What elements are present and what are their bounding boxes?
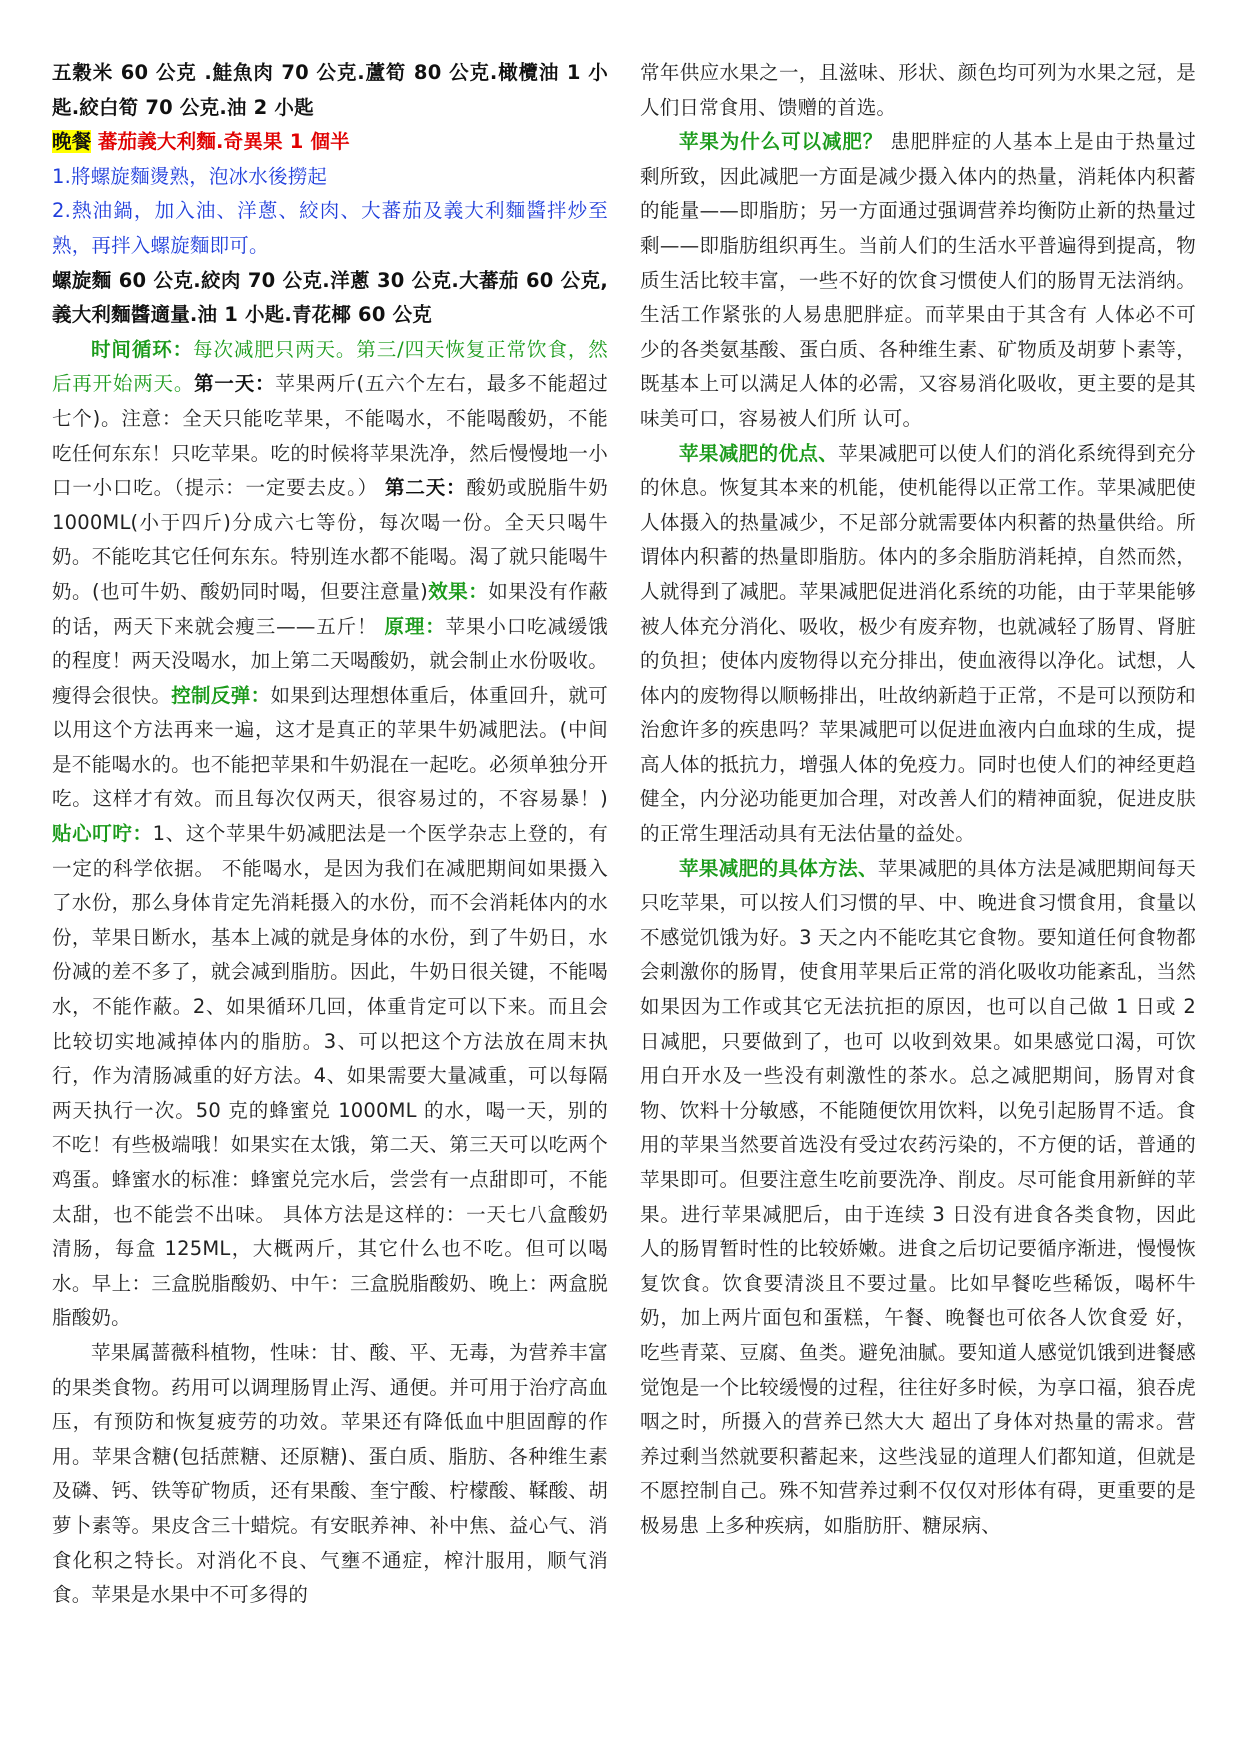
- principle-text: 苹果小口吃减缓饿的程度！两天没喝水，加上第二天喝酸奶，就会制止水份吸收。瘦得会很快。: [52, 614, 608, 707]
- merit-paragraph: [640, 437, 1196, 852]
- tips-label: 贴心叮咛：: [52, 822, 153, 846]
- tips-text: 1、这个苹果牛奶减肥法是一个医学杂志上登的，有一定的科学依据。 不能喝水，是因为我们在减肥期间如果摄入了水份，那么身体肯定先消耗摄入的水份，而不会消耗体内的水份，苹果日断水，基本上减的就是身体的水份，到了牛奶日，水份减的差不多了，就会减到脂肪。因此，牛奶日很关键，不能喝水，不能作蔽。2、如果循环几回，体重肯定可以下来。而且会比较切实地减掉体内的脂肪。3、可以把这个方法放在周末执行，作为清肠减重的好方法。4、如果需要大量减重，可以每隔两天执行一次。50 克的蜂蜜兑 1000ML 的水，喝一天，别的不吃！有些极端哦！如果实在太饿，第二天、第三天可以吃两个鸡蛋。蜂蜜水的标准：蜂蜜兑完水后，尝尝有一点甜即可，不能太甜，也不能尝不出味。 具体方法是这样的：一天七八盒酸奶清肠，每盒 125ML，大概两斤，其它什么也不吃。但可以喝水。早上：三盒脱脂酸奶、中午：三盒脱脂酸奶、晚上：两盒脱脂酸奶。: [52, 822, 608, 1330]
- apple-intro-continuation: 常年供应水果之一，且滋味、形状、颜色均可列为水果之冠，是人们日常食用、馈赠的首选。: [640, 61, 1196, 119]
- right-column: [640, 56, 1196, 1544]
- day1-label: 第一天：: [194, 372, 276, 396]
- method-heading: 苹果减肥的具体方法、: [679, 856, 878, 880]
- dinner-line: [52, 125, 608, 160]
- method-paragraph: [640, 852, 1196, 1544]
- rebound-label: 控制反弹：: [171, 683, 271, 707]
- rebound-text: 如果到达理想体重后，体重回升，就可以用这个方法再来一遍，这才是真正的苹果牛奶减肥法。(中间是不能喝水的。也不能把苹果和牛奶混在一起吃。必须单独分开吃。这样才有效。而且每次仅两天，很容易过的，不容易暴！): [52, 683, 608, 811]
- effect-label: 效果：: [427, 579, 489, 603]
- cycle-label: 时间循环：: [91, 337, 194, 361]
- day1-text: 苹果两斤(五六个左右，最多不能超过七个)。注意：全天只能吃苹果，不能喝水，不能喝酸奶，不能吃任何东东！只吃苹果。吃的时候将苹果洗净，然后慢慢地一小口一小口吃。（提示：一定要去皮。）: [52, 372, 608, 500]
- day2-label: 第二天：: [385, 476, 467, 500]
- principle-label: 原理：: [384, 614, 446, 638]
- why-text: 患肥胖症的人基本上是由于热量过剩所致，因此减肥一方面是减少摄入体内的热量，消耗体内积蓄的能量——即脂肪；另一方面通过强调营养均衡防止新的热量过剩——即脂肪组织再生。当前人们的生活水平普遍得到提高，物质生活比较丰富，一些不好的饮食习惯使人们的肠胃无法消纳。生活工作紧张的人易患肥胖症。而苹果由于其含有 人体必不可少的各类氨基酸、蛋白质、各种维生素、矿物质及胡萝卜素等，既基本上可以满足人体的必需，又容易消化吸收，更主要的是其味美可口，容易被人们所 认可。: [640, 130, 1196, 430]
- effect-text: 如果没有作蔽的话，两天下来就会瘦三——五斤！: [52, 579, 608, 638]
- cycle-text: 每次减肥只两天。第三/四天恢复正常饮食，然后再开始两天。: [52, 337, 608, 396]
- left-column: [52, 56, 608, 1613]
- recipe2-ingredients: 螺旋麵 60 公克.絞肉 70 公克.洋蔥 30 公克.大蕃茄 60 公克,義大利麵醬適量.油 1 小匙.青花椰 60 公克: [52, 268, 608, 327]
- day2-text: 酸奶或脱脂牛奶 1000ML(小于四斤)分成六七等份，每次喝一份。全天只喝牛奶。不能吃其它任何东东。特别连水都不能喝。渴了就只能喝牛奶。(也可牛奶、酸奶同时喝，但要注意量): [52, 476, 608, 603]
- merit-text: 苹果减肥可以使人们的消化系统得到充分的休息。恢复其本来的机能，使机能得以正常工作。苹果减肥使人体摄入的热量减少，不足部分就需要体内积蓄的热量供给。所谓体内积蓄的热量即脂肪。体内的多余脂肪消耗掉，自然而然，人就得到了减肥。苹果减肥促进消化系统的功能，由于苹果能够被人体充分消化、吸收，极少有废弃物，也就减轻了肠胃、肾脏的负担；使体内废物得以充分排出，使血液得以净化。试想，人体内的废物得以顺畅排出，吐故纳新趋于正常，不是可以预防和治愈许多的疾患吗？苹果减肥可以促进血液内白血球的生成，提高人体的抵抗力，增强人体的免疫力。同时也使人们的神经更趋健全，内分泌功能更加合理，对改善人们的精神面貌，促进皮肤的正常生理活动具有无法估量的益处。: [640, 441, 1196, 846]
- recipe1-ingredients: 五穀米 60 公克 .鮭魚肉 70 公克.蘆筍 80 公克.橄欖油 1 小匙.絞白筍 70 公克.油 2 小匙: [52, 61, 608, 119]
- method-text: 苹果减肥的具体方法是减肥期间每天只吃苹果，可以按人们习惯的早、中、晚进食习惯食用，食量以不感觉饥饿为好。3 天之内不能吃其它食物。要知道任何食物都会刺激你的肠胃，使食用苹果后正常的消化吸收功能紊乱，当然如果因为工作或其它无法抗拒的原因，也可以自己做 1 日或 2 日减肥，只要做到了，也可 以收到效果。如果感觉口渴，可饮用白开水及一些没有刺激性的茶水。总之减肥期间，肠胃对食物、饮料十分敏感，不能随便饮用饮料，以免引起肠胃不适。食用的苹果当然要首选没有受过农药污染的，不方便的话，普通的苹果即可。但要注意生吃前要洗净、削皮。尽可能食用新鲜的苹果。进行苹果减肥后，由于连续 3 日没有进食各类食物，因此人的肠胃暂时性的比较娇嫩。进食之后切记要循序渐进，慢慢恢复饮食。饮食要清淡且不要过量。比如早餐吃些稀饭，喝杯牛奶，加上两片面包和蛋糕，午餐、晚餐也可依各人饮食爱 好，吃些青菜、豆腐、鱼类。避免油腻。要知道人感觉饥饿到进餐感觉饱是一个比较缓慢的过程，往往好多时候，为享口福，狼吞虎咽之时，所摄入的营养已然大大 超出了身体对热量的需求。营养过剩当然就要积蓄起来，这些浅显的道理人们都知道，但就是不愿控制自己。殊不知营养过剩不仅仅对形体有碍，更重要的是极易患 上多种疾病，如脂肪肝、糖尿病、: [640, 856, 1196, 1537]
- dinner-menu: 蕃茄義大利麵.奇異果 1 個半: [97, 130, 350, 154]
- apple-intro: 苹果属蔷薇科植物，性味：甘、酸、平、无毒，为营养丰富的果类食物。药用可以调理肠胃止泻、通便。并可用于治疗高血压，有预防和恢复疲劳的功效。苹果还有降低血中胆固醇的作用。苹果含糖(包括蔗糖、还原糖)、蛋白质、脂肪、各种维生素及磷、钙、铁等矿物质，还有果酸、奎宁酸、柠檬酸、鞣酸、胡萝卜素等。果皮含三十蜡烷。有安眠养神、补中焦、益心气、消食化积之特长。对消化不良、气壅不通症，榨汁服用，顺气消食。苹果是水果中不可多得的: [52, 1340, 608, 1607]
- why-heading: 苹果为什么可以减肥？: [679, 130, 884, 154]
- cycle-paragraph: [52, 333, 608, 1336]
- dinner-label: 晚餐: [52, 130, 92, 154]
- recipe2-step2: 2.熱油鍋，加入油、洋蔥、絞肉、大蕃茄及義大利麵醬拌炒至熟，再拌入螺旋麵即可。: [52, 199, 608, 257]
- merit-heading: 苹果减肥的优点、: [679, 441, 839, 465]
- recipe2-step1: 1.將螺旋麵燙熟，泡冰水後撈起: [52, 164, 328, 188]
- why-paragraph: [640, 125, 1196, 436]
